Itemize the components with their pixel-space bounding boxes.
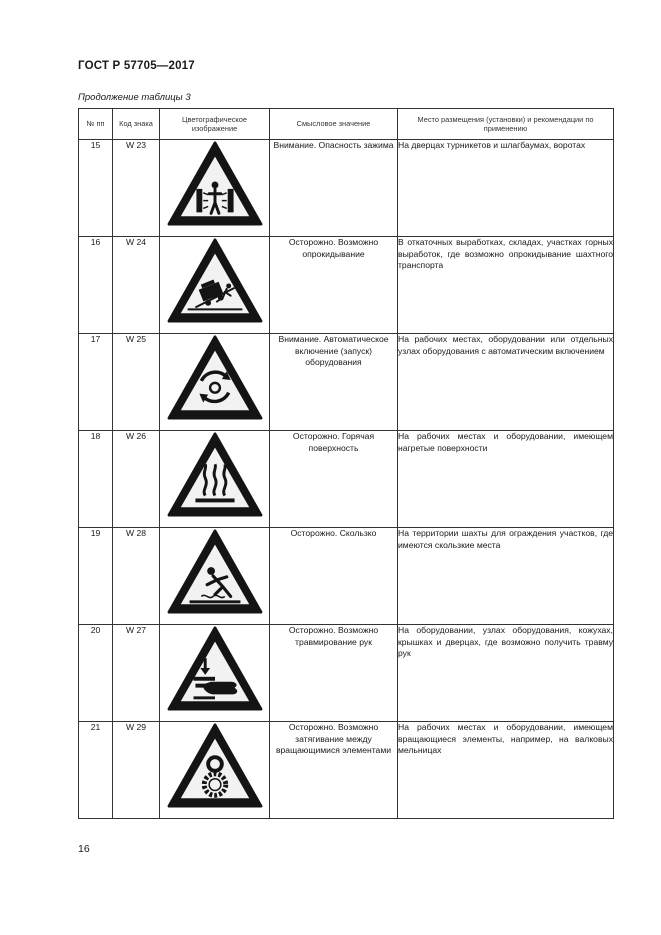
sign-placement: На рабочих местах и оборудовании, имеющем нагретые поверхности [398,431,614,528]
sign-code: W 25 [113,334,160,431]
header-meaning: Смысловое значение [270,109,398,140]
row-number: 15 [79,140,113,237]
sign-meaning: Осторожно. Горячая поверхность [270,431,398,528]
sign-placement: В откаточных выработках, складах, участках горных выработок, где возможно опрокидывание шахтного транспорта [398,237,614,334]
rotating-elements-icon [166,722,264,810]
row-number: 18 [79,431,113,528]
sign-meaning: Осторожно. Возможно опрокидывание [270,237,398,334]
sign-code: W 27 [113,625,160,722]
table-row [79,140,614,237]
header-image: Цветографическое изображение [160,109,270,140]
table-row [79,237,614,334]
sign-meaning: Внимание. Автоматическое включение (запуск) оборудования [270,334,398,431]
sign-meaning: Внимание. Опасность зажима [270,140,398,237]
sign-code: W 23 [113,140,160,237]
page-number: 16 [78,843,90,855]
automatic-start-icon [166,334,264,422]
table-header-row [79,109,614,140]
sign-code: W 28 [113,528,160,625]
sign-code: W 26 [113,431,160,528]
table-row [79,431,614,528]
warning-signs-table [78,108,614,819]
sign-placement: На оборудовании, узлах оборудования, кожухах, крышках и дверцах, где возможно получить травму рук [398,625,614,722]
clamping-hazard-icon [166,140,264,228]
header-place: Место размещения (установки) и рекомендации по применению [398,109,614,140]
table-caption: Продолжение таблицы 3 [78,92,191,103]
table-row [79,625,614,722]
sign-placement: На рабочих местах, оборудовании или отдельных узлах оборудования с автоматическим включением [398,334,614,431]
sign-meaning: Осторожно. Возможно затягивание между вращающимися элементами [270,722,398,819]
row-number: 17 [79,334,113,431]
document-title: ГОСТ Р 57705—2017 [78,60,195,72]
table-row [79,528,614,625]
sign-meaning: Осторожно. Возможно травмирование рук [270,625,398,722]
row-number: 16 [79,237,113,334]
sign-placement: На территории шахты для ограждения участков, где имеются скользкие места [398,528,614,625]
header-code: Код знака [113,109,160,140]
hand-injury-icon [166,625,264,713]
table-row [79,722,614,819]
row-number: 19 [79,528,113,625]
sign-placement: На рабочих местах и оборудовании, имеющем вращающиеся элементы, например, на валковых мельницах [398,722,614,819]
table-row [79,334,614,431]
header-num: № пп [79,109,113,140]
sign-code: W 24 [113,237,160,334]
sign-placement: На дверцах турникетов и шлагбаумах, воротах [398,140,614,237]
slippery-surface-icon [166,528,264,616]
sign-meaning: Осторожно. Скользко [270,528,398,625]
overturning-hazard-icon [166,237,264,325]
row-number: 20 [79,625,113,722]
row-number: 21 [79,722,113,819]
sign-code: W 29 [113,722,160,819]
hot-surface-icon [166,431,264,519]
